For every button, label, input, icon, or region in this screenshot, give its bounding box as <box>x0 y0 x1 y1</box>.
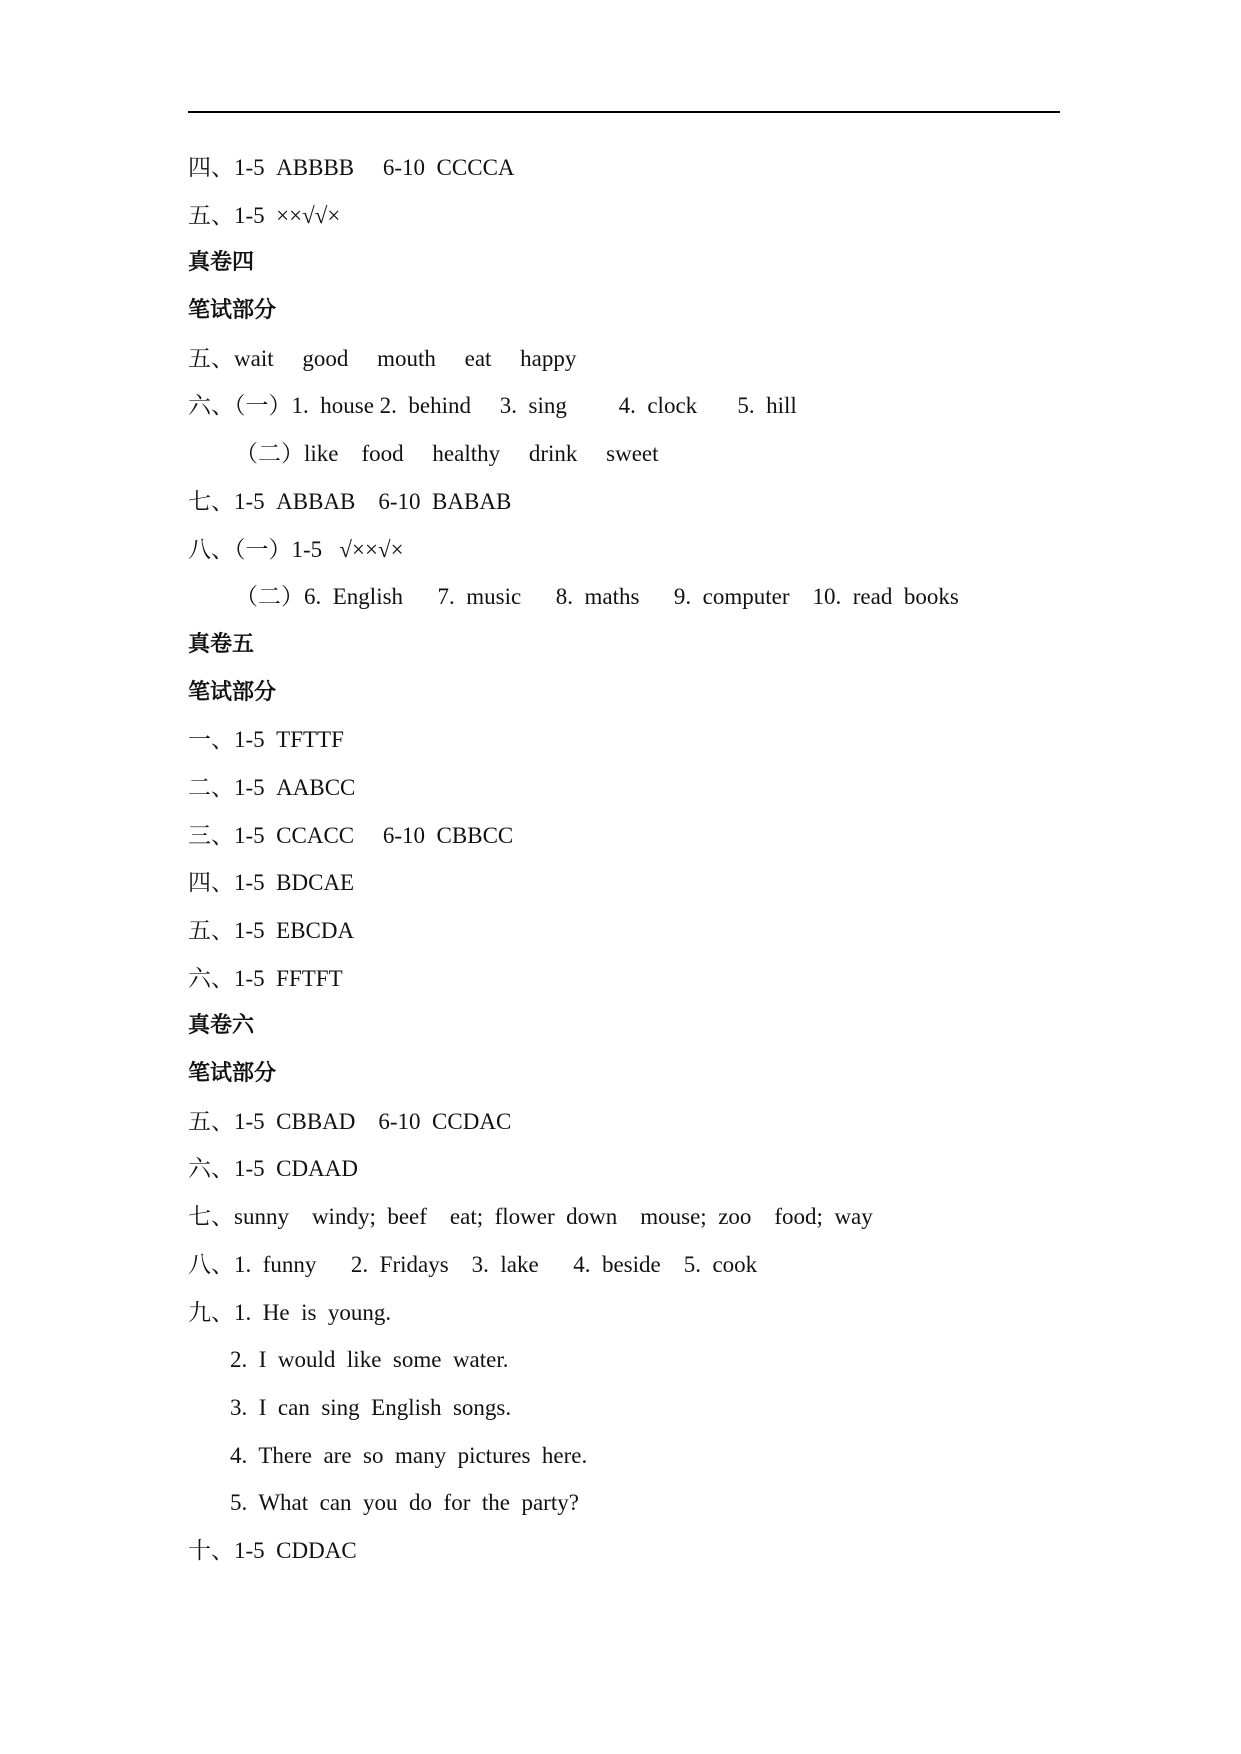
section-heading: 真卷四 <box>188 250 255 276</box>
answer-line: 2. I would like some water. <box>230 1347 509 1373</box>
answer-line: 十、1-5 CDDAC <box>188 1537 357 1563</box>
answer-line: 五、wait good mouth eat happy <box>188 345 577 371</box>
answer-line: 4. There are so many pictures here. <box>230 1442 588 1468</box>
answer-line: 六、1-5 FFTFT <box>188 965 343 991</box>
answer-line: （二）like food healthy drink sweet <box>235 441 659 467</box>
answer-line: （二）6. English 7. music 8. maths 9. computer 10. read books <box>235 584 959 610</box>
answer-line: 八、（一）1-5 √××√× <box>188 536 404 562</box>
answer-line: 二、1-5 AABCC <box>188 774 356 800</box>
answer-line: 七、1-5 ABBAB 6-10 BABAB <box>188 488 512 514</box>
answer-line: 三、1-5 CCACC 6-10 CBBCC <box>188 822 514 848</box>
header-rule <box>188 111 1060 113</box>
subsection-heading: 笔试部分 <box>188 298 277 324</box>
answer-key-body <box>188 148 1068 1579</box>
answer-line: 六、1-5 CDAAD <box>188 1156 358 1182</box>
answer-line: 一、1-5 TFTTF <box>188 727 344 753</box>
answer-line: 五、1-5 CBBAD 6-10 CCDAC <box>188 1108 512 1134</box>
answer-line: 四、1-5 BDCAE <box>188 870 355 896</box>
answer-line: 九、1. He is young. <box>188 1299 392 1325</box>
answer-line: 八、1. funny 2. Fridays 3. lake 4. beside 5. cook <box>188 1251 758 1277</box>
answer-line: 四、1-5 ABBBB 6-10 CCCCA <box>188 155 515 180</box>
subsection-heading: 笔试部分 <box>188 679 277 705</box>
answer-line: 5. What can you do for the party? <box>230 1490 579 1516</box>
answer-line: 六、（一）1. house 2. behind 3. sing 4. clock 5. hill <box>188 393 797 419</box>
answer-line: 五、1-5 EBCDA <box>188 918 355 943</box>
answer-line: 七、sunny windy; beef eat; flower down mouse; zoo food; way <box>188 1204 873 1230</box>
section-heading: 真卷六 <box>188 1013 255 1039</box>
section-heading: 真卷五 <box>188 631 255 657</box>
subsection-heading: 笔试部分 <box>188 1061 277 1087</box>
answer-line: 五、1-5 ××√√× <box>188 202 341 228</box>
answer-line: 3. I can sing English songs. <box>230 1394 512 1420</box>
